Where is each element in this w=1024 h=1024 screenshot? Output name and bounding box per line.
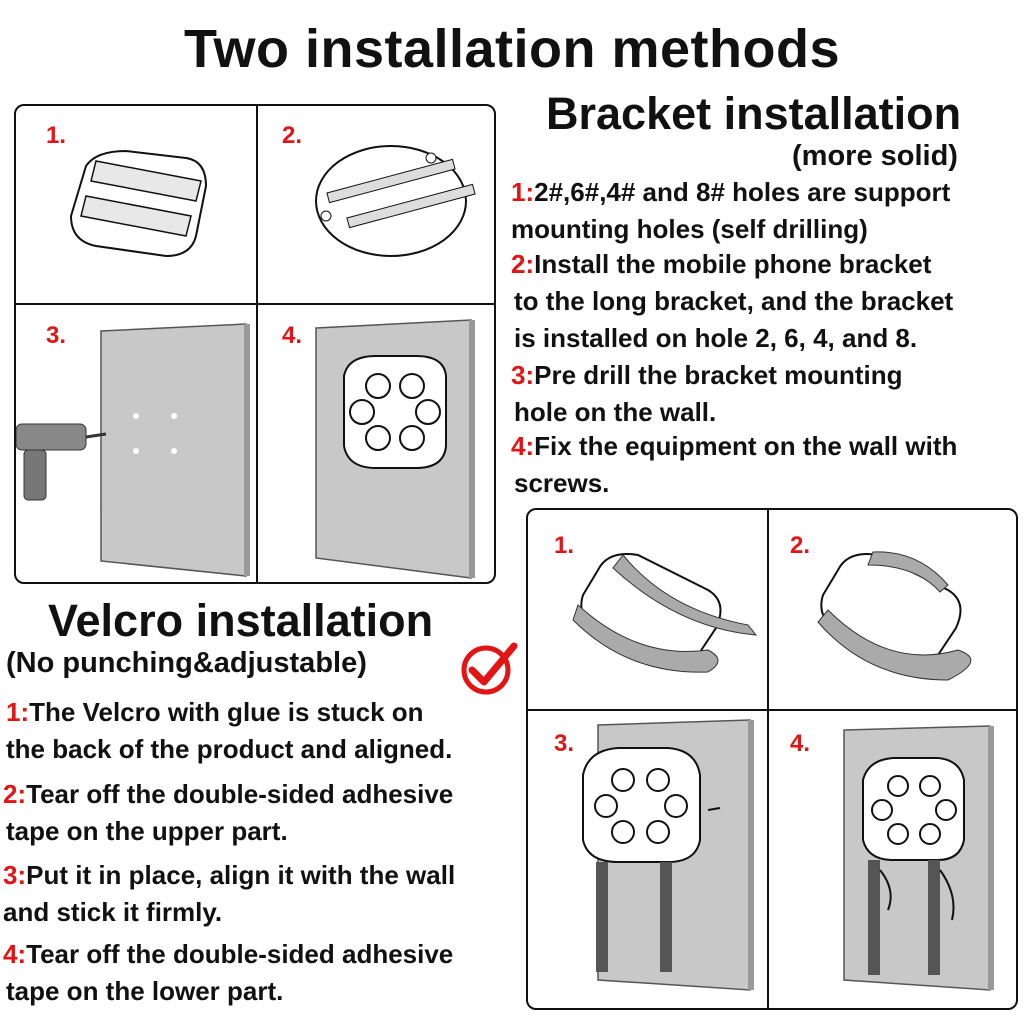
bracket-step-2-line-3: is installed on hole 2, 6, 4, and 8. bbox=[514, 323, 918, 353]
velcro-step-1-num: 1: bbox=[6, 697, 30, 727]
bracket-step-4-line-2: screws. bbox=[514, 468, 610, 498]
bracket-step4-wall bbox=[316, 320, 475, 578]
bracket-panel-label-3: 3. bbox=[46, 322, 67, 349]
velcro-step-1-line-1: The Velcro with glue is stuck on bbox=[29, 697, 424, 727]
velcro-panel-label-1: 1. bbox=[554, 532, 575, 559]
drill-icon bbox=[16, 424, 106, 500]
velcro-diagram-grid bbox=[526, 508, 1018, 1010]
bracket-step-1-line-1: 2#,6#,4# and 8# holes are support bbox=[534, 177, 951, 207]
velcro-step4-wall bbox=[844, 726, 994, 990]
velcro-step-2 bbox=[3, 776, 453, 850]
velcro-step-3-num: 3: bbox=[3, 860, 27, 890]
velcro-step-4-line-1: Tear off the double-sided adhesive bbox=[26, 939, 454, 969]
bracket-step-2-line-1: Install the mobile phone bracket bbox=[534, 249, 932, 279]
velcro-step-4-line-2: tape on the lower part. bbox=[6, 976, 284, 1006]
bracket-panel-label-4: 4. bbox=[282, 322, 303, 349]
velcro-panel-label-4: 4. bbox=[790, 730, 811, 757]
velcro-step-3-line-1: Put it in place, align it with the wall bbox=[26, 860, 456, 890]
bracket-step-4 bbox=[511, 428, 957, 502]
velcro-step2-plate bbox=[818, 552, 971, 680]
velcro-subheading: (No punching&adjustable) bbox=[6, 647, 367, 679]
bracket-diagram-art bbox=[16, 106, 496, 584]
bracket-step-1-num: 1: bbox=[511, 177, 535, 207]
bracket-step-1-line-2: mounting holes (self drilling) bbox=[511, 214, 868, 244]
bracket-step1-plate bbox=[71, 151, 206, 256]
bracket-step-2-line-2: to the long bracket, and the bracket bbox=[514, 286, 954, 316]
bracket-step-1 bbox=[511, 174, 950, 248]
bracket-step2-plate bbox=[316, 146, 475, 256]
bracket-step-2-num: 2: bbox=[511, 249, 535, 279]
bracket-step-3-line-2: hole on the wall. bbox=[514, 397, 717, 427]
bracket-step-4-line-1: Fix the equipment on the wall with bbox=[534, 431, 958, 461]
velcro-step-3 bbox=[3, 857, 455, 931]
bracket-step-3-line-1: Pre drill the bracket mounting bbox=[534, 360, 903, 390]
velcro-step-2-line-1: Tear off the double-sided adhesive bbox=[26, 779, 454, 809]
velcro-step3-wall bbox=[583, 720, 754, 990]
bracket-step-3 bbox=[511, 357, 903, 431]
velcro-panel-label-3: 3. bbox=[554, 730, 575, 757]
bracket-subheading: (more solid) bbox=[792, 140, 958, 172]
velcro-step-2-line-2: tape on the upper part. bbox=[6, 816, 288, 846]
bracket-step-2 bbox=[511, 246, 953, 357]
velcro-step-2-num: 2: bbox=[3, 779, 27, 809]
bracket-panel-label-2: 2. bbox=[282, 122, 303, 149]
bracket-panel-label-1: 1. bbox=[46, 122, 67, 149]
velcro-step1-plate bbox=[573, 554, 756, 672]
bracket-step-4-num: 4: bbox=[511, 431, 535, 461]
page-title: Two installation methods bbox=[183, 19, 841, 79]
bracket-step3-wall bbox=[16, 324, 250, 576]
bracket-heading: Bracket installation bbox=[546, 88, 962, 139]
velcro-step-4-num: 4: bbox=[3, 939, 27, 969]
velcro-step-4 bbox=[3, 936, 453, 1010]
bracket-diagram-grid bbox=[14, 104, 496, 584]
velcro-step-3-line-2: and stick it firmly. bbox=[3, 897, 223, 927]
velcro-step-1-line-2: the back of the product and aligned. bbox=[6, 734, 453, 764]
velcro-step-1 bbox=[6, 694, 452, 768]
velcro-panel-label-2: 2. bbox=[790, 532, 811, 559]
bracket-step-3-num: 3: bbox=[511, 360, 535, 390]
velcro-heading: Velcro installation bbox=[48, 595, 434, 646]
velcro-diagram-art bbox=[528, 510, 1018, 1010]
check-circle-icon bbox=[458, 640, 520, 696]
